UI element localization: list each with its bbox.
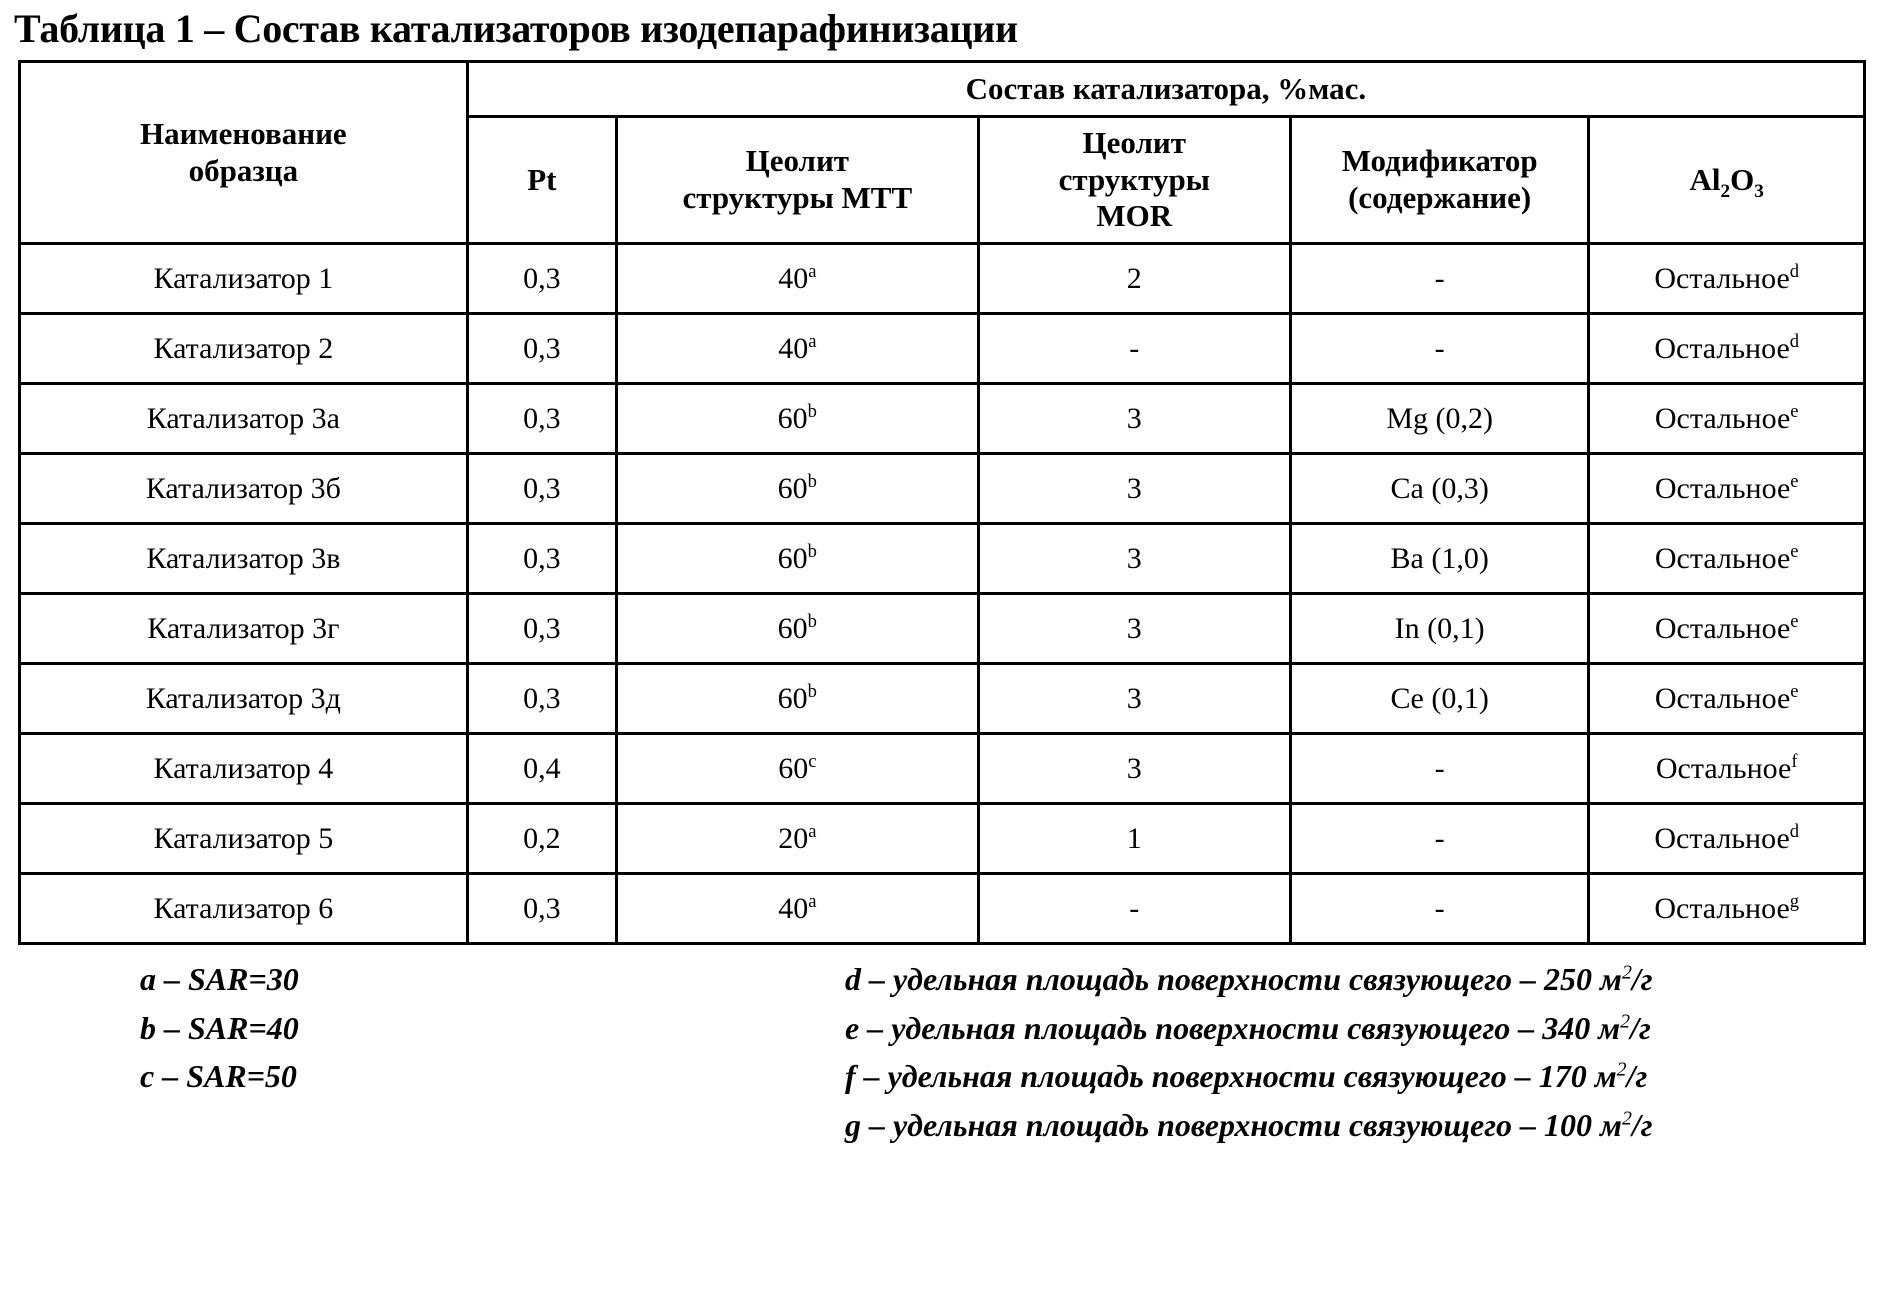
table-row (20, 314, 1865, 384)
table-row (20, 384, 1865, 454)
cell-alumina (1589, 244, 1865, 314)
cell-zeolite-mtt-footnote-marker: b (807, 470, 817, 492)
cell-zeolite-mor: 3 (978, 664, 1290, 734)
footnote-unit-suffix: /г (1631, 1106, 1653, 1143)
footnote-text: f – удельная площадь поверхности связующего – 170 м (845, 1058, 1617, 1095)
cell-zeolite-mtt (617, 594, 979, 664)
cell-alumina-value: Остальное (1654, 541, 1791, 575)
cell-pt-content: 0,2 (467, 804, 616, 874)
cell-sample-name: Катализатор 6 (20, 874, 468, 944)
cell-pt-content: 0,3 (467, 244, 616, 314)
cell-modifier: - (1290, 314, 1589, 384)
column-header-mor-line2: структуры (1058, 161, 1210, 197)
footnote-item: b – SAR=40 (140, 1009, 299, 1046)
page-title: Таблица 1 – Состав катализаторов изодепарафинизации (14, 6, 1018, 51)
footnote-text: g – удельная площадь поверхности связующего – 100 м (845, 1106, 1622, 1143)
footnote-item (845, 1052, 1653, 1101)
cell-zeolite-mtt (617, 874, 979, 944)
cell-modifier: - (1290, 874, 1589, 944)
cell-pt-content: 0,3 (467, 524, 616, 594)
footnote-item: c – SAR=50 (140, 1058, 297, 1095)
alumina-symbol-al: Al (1689, 161, 1721, 197)
column-header-modifier-line2: (содержание) (1348, 180, 1532, 215)
catalyst-composition-table (18, 60, 1866, 945)
footnotes-right-column (845, 955, 1653, 1150)
cell-zeolite-mtt-footnote-marker: b (807, 610, 817, 632)
cell-alumina-footnote-marker: e (1790, 470, 1799, 492)
cell-pt-content: 0,3 (467, 874, 616, 944)
cell-alumina-value: Остальное (1654, 401, 1791, 435)
footnote-item: a – SAR=30 (140, 961, 299, 997)
cell-alumina-footnote-marker: d (1789, 260, 1800, 282)
cell-modifier: In (0,1) (1290, 594, 1589, 664)
cell-zeolite-mtt-footnote-marker: b (807, 540, 817, 562)
footnote-item (845, 1101, 1653, 1150)
cell-zeolite-mor: 3 (978, 734, 1290, 804)
cell-zeolite-mtt (617, 804, 979, 874)
cell-alumina-footnote-marker: e (1790, 540, 1799, 562)
table-row (20, 874, 1865, 944)
footnote-item (845, 1004, 1653, 1053)
cell-zeolite-mtt (617, 524, 979, 594)
cell-zeolite-mtt-value: 60 (777, 611, 808, 645)
footnote-text: d – удельная площадь поверхности связующего – 250 м (845, 961, 1622, 997)
cell-zeolite-mtt-footnote-marker: c (808, 750, 817, 772)
cell-modifier: Ce (0,1) (1290, 664, 1589, 734)
column-header-alumina (1589, 117, 1865, 244)
column-header-mtt-line2: структуры МТТ (682, 180, 913, 215)
cell-modifier: Ba (1,0) (1290, 524, 1589, 594)
footnotes-left-column (140, 955, 299, 1101)
column-header-pt: Pt (467, 117, 616, 244)
footnote-exponent: 2 (1616, 1058, 1627, 1081)
cell-zeolite-mtt-value: 60 (778, 751, 809, 785)
cell-sample-name: Катализатор 1 (20, 244, 468, 314)
footnote-unit-suffix: /г (1631, 961, 1653, 997)
column-header-modifier (1290, 117, 1589, 244)
footnote-text: e – удельная площадь поверхности связующего – 340 м (845, 1009, 1621, 1046)
cell-sample-name: Катализатор 5 (20, 804, 468, 874)
cell-sample-name: Катализатор 3в (20, 524, 468, 594)
cell-zeolite-mor: - (978, 314, 1290, 384)
footnote-exponent: 2 (1621, 961, 1632, 984)
cell-alumina-footnote-marker: e (1790, 680, 1799, 702)
column-header-mor-line3: MOR (1096, 198, 1173, 234)
cell-alumina-value: Остальное (1654, 471, 1791, 505)
cell-pt-content: 0,3 (467, 664, 616, 734)
cell-zeolite-mtt (617, 384, 979, 454)
cell-zeolite-mor: 3 (978, 384, 1290, 454)
column-header-composition-group: Состав катализатора, %мас. (467, 62, 1864, 117)
column-header-sample (20, 62, 468, 244)
alumina-symbol-o: O (1730, 161, 1755, 197)
table-row (20, 664, 1865, 734)
column-header-mor-line1: Цеолит (1082, 125, 1186, 161)
cell-zeolite-mtt-value: 60 (777, 401, 808, 435)
cell-zeolite-mor: 3 (978, 454, 1290, 524)
cell-alumina (1589, 874, 1865, 944)
cell-alumina-value: Остальное (1654, 331, 1790, 365)
cell-alumina-value: Остальное (1654, 261, 1790, 295)
cell-alumina-footnote-marker: e (1790, 610, 1799, 632)
table-body (20, 244, 1865, 944)
cell-zeolite-mor: - (978, 874, 1290, 944)
table-container (18, 60, 1871, 945)
footnote-unit-suffix: /г (1630, 1009, 1651, 1046)
footnotes-block (0, 955, 1889, 1165)
footnote-unit-suffix: /г (1626, 1058, 1648, 1095)
cell-alumina-value: Остальное (1655, 751, 1792, 785)
cell-alumina (1589, 314, 1865, 384)
cell-zeolite-mtt (617, 734, 979, 804)
table-row (20, 454, 1865, 524)
cell-alumina (1589, 804, 1865, 874)
cell-alumina-footnote-marker: d (1789, 820, 1800, 842)
cell-zeolite-mtt (617, 244, 979, 314)
cell-alumina (1589, 734, 1865, 804)
cell-pt-content: 0,3 (467, 454, 616, 524)
cell-alumina-value: Остальное (1654, 821, 1790, 855)
cell-zeolite-mtt (617, 454, 979, 524)
column-header-zeolite-mtt (617, 117, 979, 244)
cell-alumina-footnote-marker: g (1789, 890, 1800, 912)
cell-zeolite-mtt-footnote-marker: b (807, 680, 817, 702)
cell-alumina (1589, 454, 1865, 524)
cell-zeolite-mtt-value: 40 (778, 891, 809, 925)
cell-alumina-value: Остальное (1654, 891, 1790, 925)
header-row-group (20, 62, 1865, 117)
cell-alumina-footnote-marker: d (1789, 330, 1800, 352)
document-page (0, 8, 1889, 1310)
column-header-mtt-line1: Цеолит (745, 143, 850, 179)
cell-alumina (1589, 384, 1865, 454)
cell-modifier: Mg (0,2) (1290, 384, 1589, 454)
column-header-sample-line2: образца (188, 152, 299, 188)
cell-zeolite-mor: 1 (978, 804, 1290, 874)
cell-modifier: - (1290, 734, 1589, 804)
cell-pt-content: 0,3 (467, 314, 616, 384)
cell-pt-content: 0,4 (467, 734, 616, 804)
table-row (20, 594, 1865, 664)
cell-zeolite-mor: 3 (978, 594, 1290, 664)
cell-sample-name: Катализатор 3а (20, 384, 468, 454)
cell-alumina (1589, 524, 1865, 594)
cell-zeolite-mtt-footnote-marker: b (807, 400, 817, 422)
cell-alumina-value: Остальное (1654, 611, 1791, 645)
cell-alumina (1589, 594, 1865, 664)
cell-zeolite-mtt-footnote-marker: a (808, 260, 817, 282)
cell-alumina-footnote-marker: f (1791, 750, 1798, 772)
column-header-sample-line1: Наименование (140, 115, 347, 151)
table-row (20, 804, 1865, 874)
cell-sample-name: Катализатор 4 (20, 734, 468, 804)
cell-sample-name: Катализатор 3б (20, 454, 468, 524)
alumina-subscript-3: 3 (1754, 180, 1764, 202)
cell-sample-name: Катализатор 2 (20, 314, 468, 384)
cell-zeolite-mtt-footnote-marker: a (808, 890, 817, 912)
cell-zeolite-mtt-footnote-marker: a (808, 820, 817, 842)
cell-zeolite-mtt-value: 40 (778, 261, 809, 295)
cell-modifier: Ca (0,3) (1290, 454, 1589, 524)
cell-sample-name: Катализатор 3д (20, 664, 468, 734)
cell-zeolite-mtt-value: 60 (777, 541, 808, 575)
cell-pt-content: 0,3 (467, 384, 616, 454)
footnote-exponent: 2 (1620, 1009, 1631, 1032)
cell-alumina (1589, 664, 1865, 734)
cell-sample-name: Катализатор 3г (20, 594, 468, 664)
table-row (20, 734, 1865, 804)
cell-zeolite-mtt (617, 314, 979, 384)
footnote-item (845, 955, 1653, 1004)
alumina-subscript-2: 2 (1720, 180, 1731, 202)
cell-zeolite-mtt-value: 20 (778, 821, 809, 855)
cell-pt-content: 0,3 (467, 594, 616, 664)
cell-zeolite-mtt (617, 664, 979, 734)
table-head (20, 62, 1865, 244)
cell-zeolite-mtt-footnote-marker: a (808, 330, 817, 352)
cell-zeolite-mtt-value: 60 (777, 471, 808, 505)
cell-zeolite-mtt-value: 60 (777, 681, 808, 715)
cell-alumina-value: Остальное (1654, 681, 1791, 715)
cell-modifier: - (1290, 244, 1589, 314)
footnote-exponent: 2 (1621, 1107, 1632, 1130)
cell-zeolite-mtt-value: 40 (778, 331, 809, 365)
column-header-modifier-line1: Модификатор (1341, 143, 1538, 179)
table-row (20, 524, 1865, 594)
table-row (20, 244, 1865, 314)
cell-zeolite-mor: 3 (978, 524, 1290, 594)
cell-zeolite-mor: 2 (978, 244, 1290, 314)
cell-alumina-footnote-marker: e (1790, 400, 1799, 422)
column-header-zeolite-mor (978, 117, 1290, 244)
cell-modifier: - (1290, 804, 1589, 874)
